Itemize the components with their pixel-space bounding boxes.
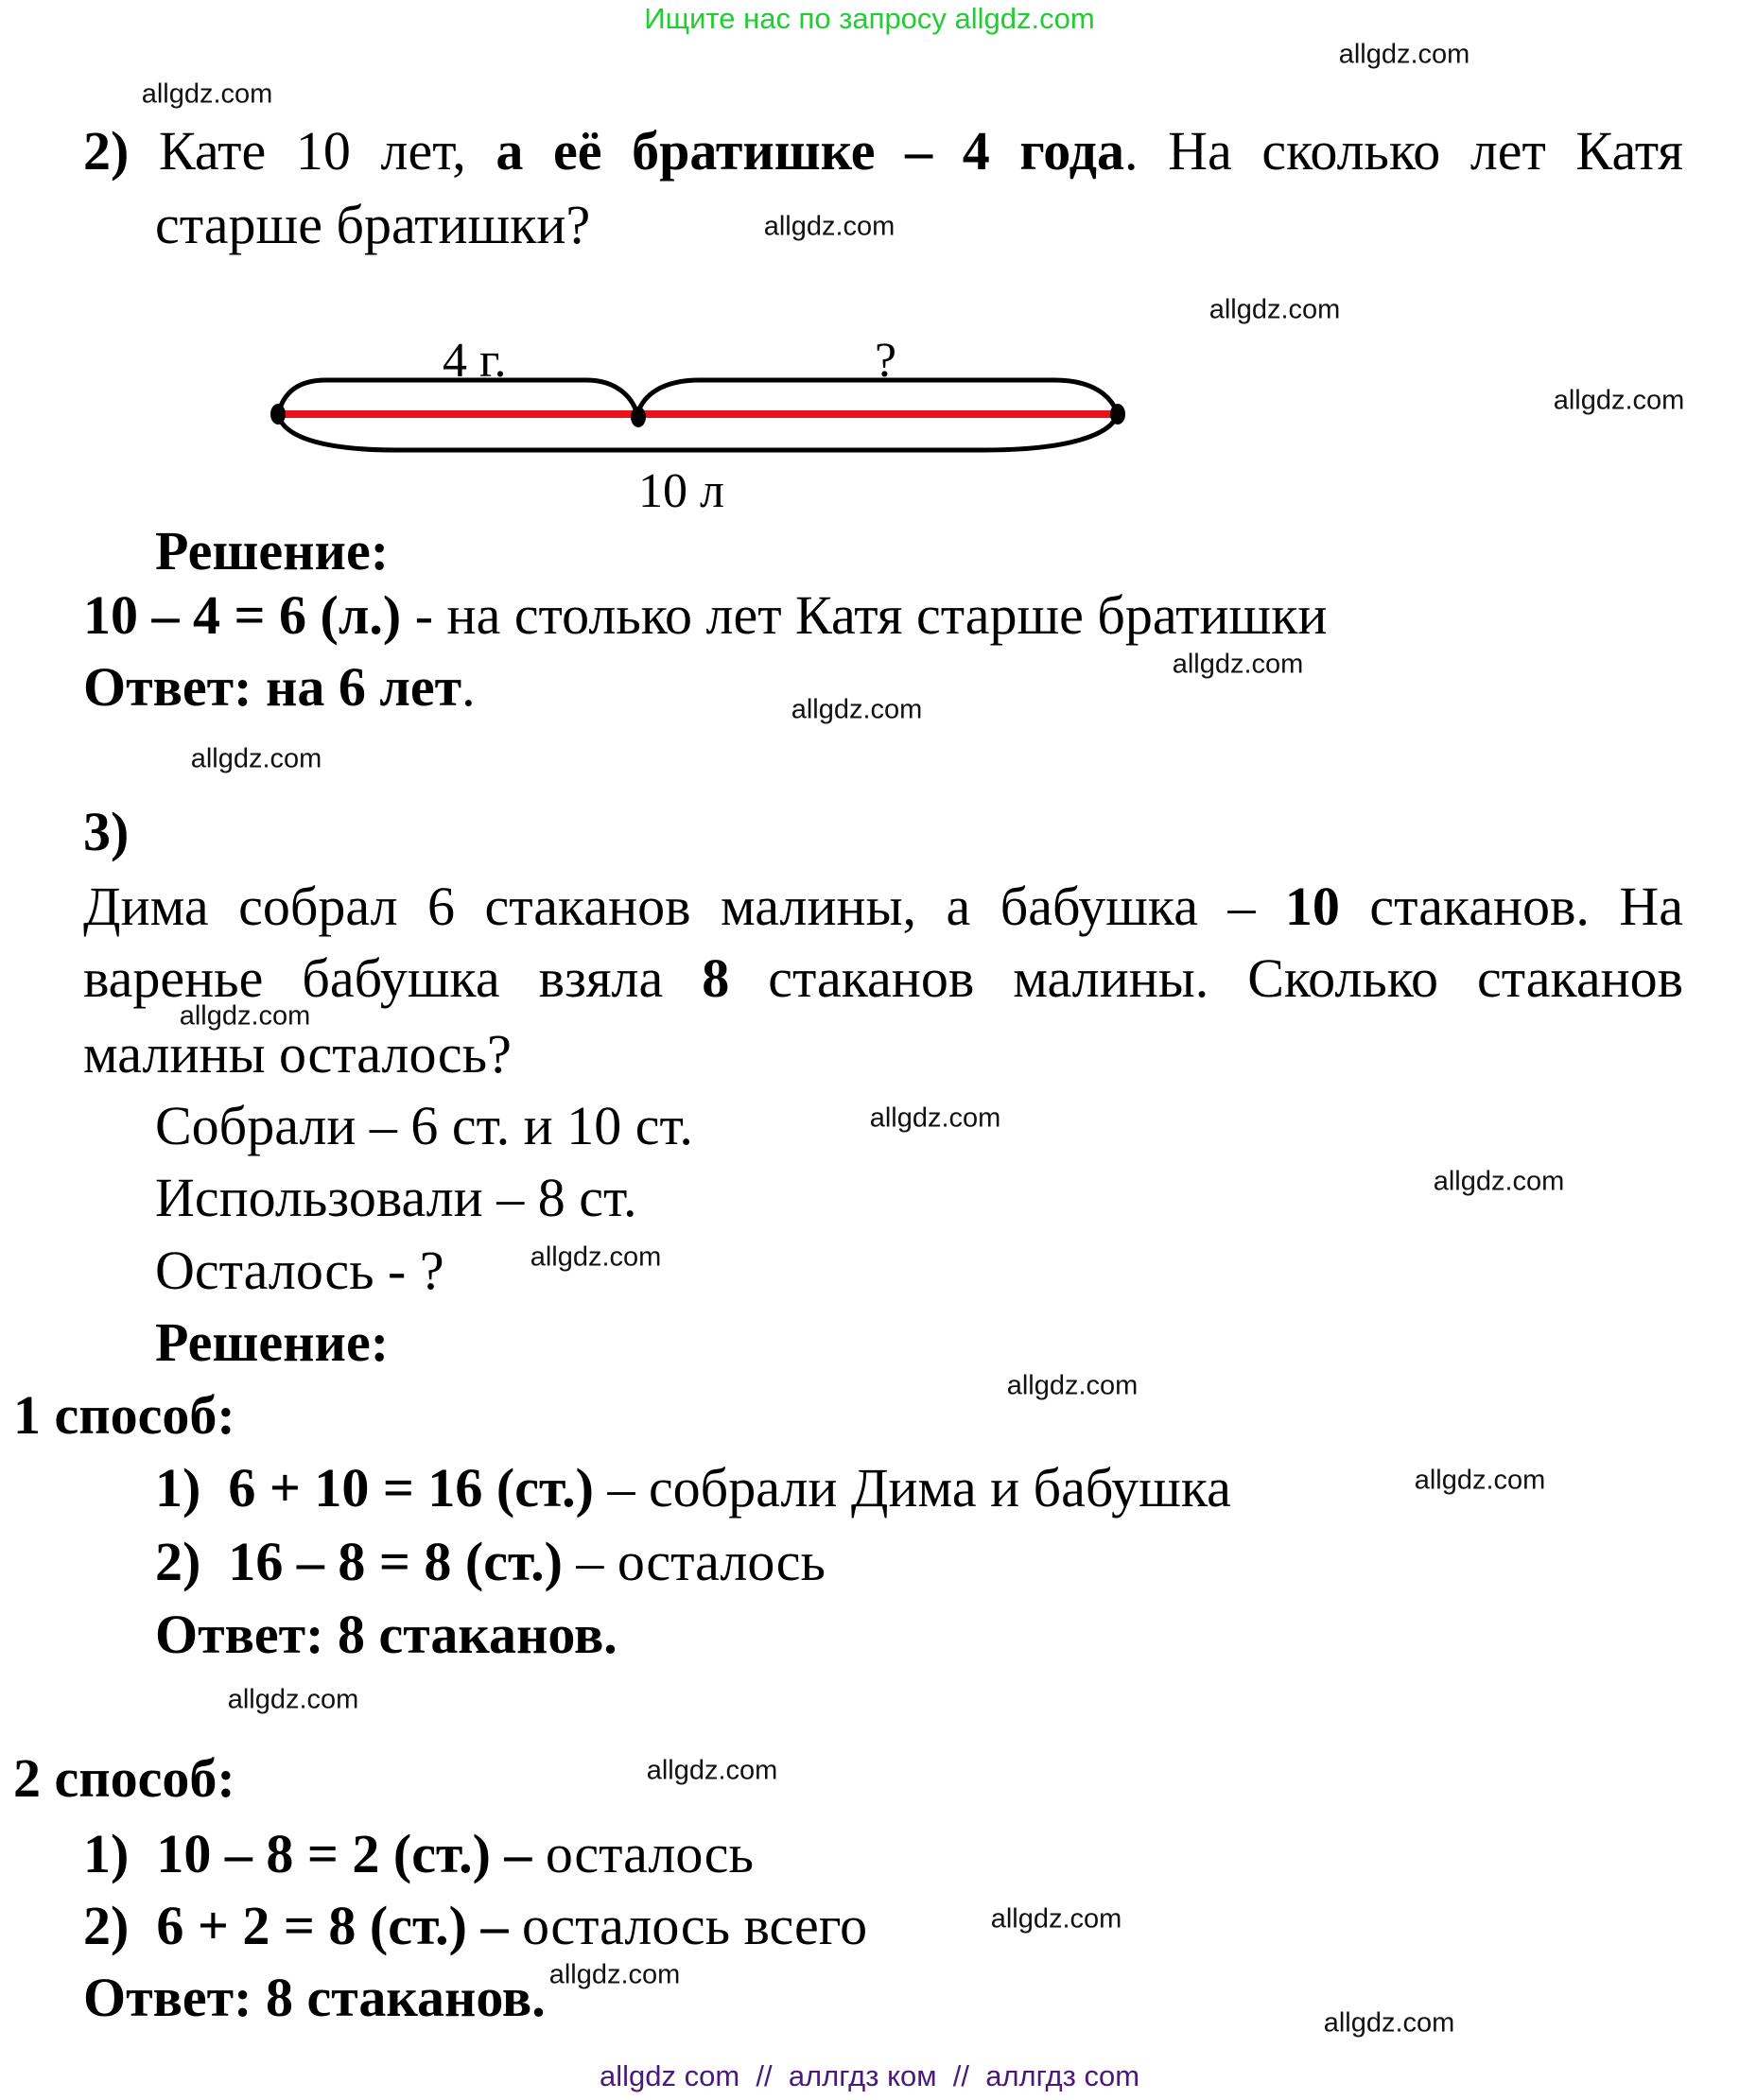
word: – — [905, 120, 933, 182]
segment-diagram — [255, 321, 1144, 518]
watermark: allgdz.com — [179, 1000, 311, 1032]
problem2-line1 — [83, 120, 1683, 182]
answer-text: Ответ: на 6 лет — [83, 656, 462, 718]
word: лет — [1469, 120, 1546, 182]
watermark: allgdz.com — [1323, 2007, 1455, 2039]
watermark: allgdz.com — [190, 743, 322, 774]
condition-left: Осталось - ? — [155, 1240, 444, 1301]
text-part: стаканов. На — [1369, 876, 1683, 937]
problem3-number: 3) — [83, 801, 130, 862]
text-part: Дима собрал 6 стаканов малины, а бабушка – — [83, 876, 1256, 937]
step-comment: осталось — [531, 1823, 754, 1884]
problem3-line1 — [83, 876, 1683, 937]
word: Кате — [158, 120, 267, 182]
word: года — [1019, 120, 1124, 182]
solution-heading: Решение: — [155, 1311, 390, 1373]
watermark: allgdz.com — [791, 694, 923, 725]
answer-label: Ответ — [155, 1604, 306, 1665]
text-part: стаканов малины. Сколько стаканов — [768, 947, 1684, 1009]
word: братишке — [632, 120, 876, 182]
step-number: 1) — [155, 1457, 201, 1519]
step-comment: – осталось — [562, 1531, 826, 1592]
word: лет, — [380, 120, 466, 182]
watermark: allgdz.com — [1209, 294, 1341, 325]
step-number: 2) — [83, 1895, 130, 1956]
step-number: 2) — [155, 1531, 201, 1592]
segment2-label: ? — [875, 334, 897, 388]
bold-number: 10 — [1284, 876, 1340, 937]
watermark: allgdz.com — [763, 211, 896, 242]
problem2-answer — [83, 656, 476, 718]
bold-number: 8 — [702, 947, 730, 1009]
answer-period: . — [461, 656, 476, 718]
step-number: 1) — [83, 1823, 130, 1884]
method2-step2 — [83, 1895, 868, 1956]
condition-collected: Собрали – 6 ст. и 10 ст. — [155, 1095, 693, 1156]
step-expression: 6 + 2 = 8 (ст.) — [156, 1895, 467, 1956]
segment1-label: 4 г. — [443, 334, 507, 388]
watermark: allgdz.com — [1338, 39, 1470, 70]
search-banner: Ищите нас по запросу allgdz.com — [644, 2, 1095, 35]
step-dash: – — [490, 1823, 532, 1884]
step-comment: осталось всего — [508, 1895, 868, 1956]
method1-heading: 1 способ: — [13, 1384, 235, 1446]
word: Катя — [1575, 120, 1683, 182]
method2-step1 — [83, 1823, 754, 1884]
step-dash: – — [466, 1895, 509, 1956]
watermark: allgdz.com — [548, 1959, 681, 1990]
step-expression: 6 + 10 = 16 (ст.) — [228, 1457, 594, 1519]
word: На — [1168, 120, 1232, 182]
watermark: allgdz.com — [141, 78, 273, 110]
watermark: allgdz.com — [227, 1684, 359, 1715]
period: . — [1123, 120, 1139, 182]
watermark: allgdz.com — [869, 1102, 1001, 1134]
word: 4 — [962, 120, 990, 182]
problem2-solution-line — [83, 584, 1328, 646]
watermark: allgdz.com — [990, 1903, 1122, 1935]
text-part: варенье бабушка взяла — [83, 947, 664, 1009]
method2-heading: 2 способ: — [13, 1747, 235, 1809]
step-expression: 16 – 8 = 8 (ст.) — [228, 1531, 563, 1592]
word: сколько — [1261, 120, 1441, 182]
watermark: allgdz.com — [530, 1241, 662, 1273]
watermark: allgdz.com — [1414, 1465, 1546, 1496]
solution-expression: 10 – 4 = 6 (л.) — [83, 584, 402, 646]
footer-links: allgdz com // аллгдз ком // аллгдз com — [599, 2059, 1140, 2092]
solution-comment: - на столько лет Катя старше братишки — [401, 584, 1328, 646]
step-comment: – собрали Дима и бабушка — [593, 1457, 1231, 1519]
problem2-line2: старше братишки? — [155, 194, 591, 255]
watermark: allgdz.com — [1172, 649, 1304, 680]
method1-step2 — [155, 1531, 826, 1592]
word: 10 — [295, 120, 351, 182]
method2-answer: Ответ: 8 стаканов. — [83, 1967, 546, 2028]
watermark: allgdz.com — [1553, 385, 1685, 416]
method1-answer — [155, 1604, 617, 1665]
watermark: allgdz.com — [1006, 1370, 1139, 1401]
total-label: 10 л — [638, 464, 724, 518]
solution-heading: Решение: — [155, 520, 390, 581]
answer-value: : 8 стаканов. — [305, 1604, 617, 1665]
word: а — [496, 120, 524, 182]
watermark: allgdz.com — [646, 1755, 778, 1786]
step-expression: 10 – 8 = 2 (ст.) — [156, 1823, 491, 1884]
problem2-number: 2) — [83, 120, 130, 182]
problem3-line3: малины осталось? — [83, 1023, 512, 1085]
problem3-line2 — [83, 947, 1684, 1009]
method1-step1 — [155, 1457, 1231, 1519]
watermark: allgdz.com — [1433, 1166, 1565, 1197]
word: её — [552, 120, 602, 182]
condition-used: Использовали – 8 ст. — [155, 1167, 637, 1228]
